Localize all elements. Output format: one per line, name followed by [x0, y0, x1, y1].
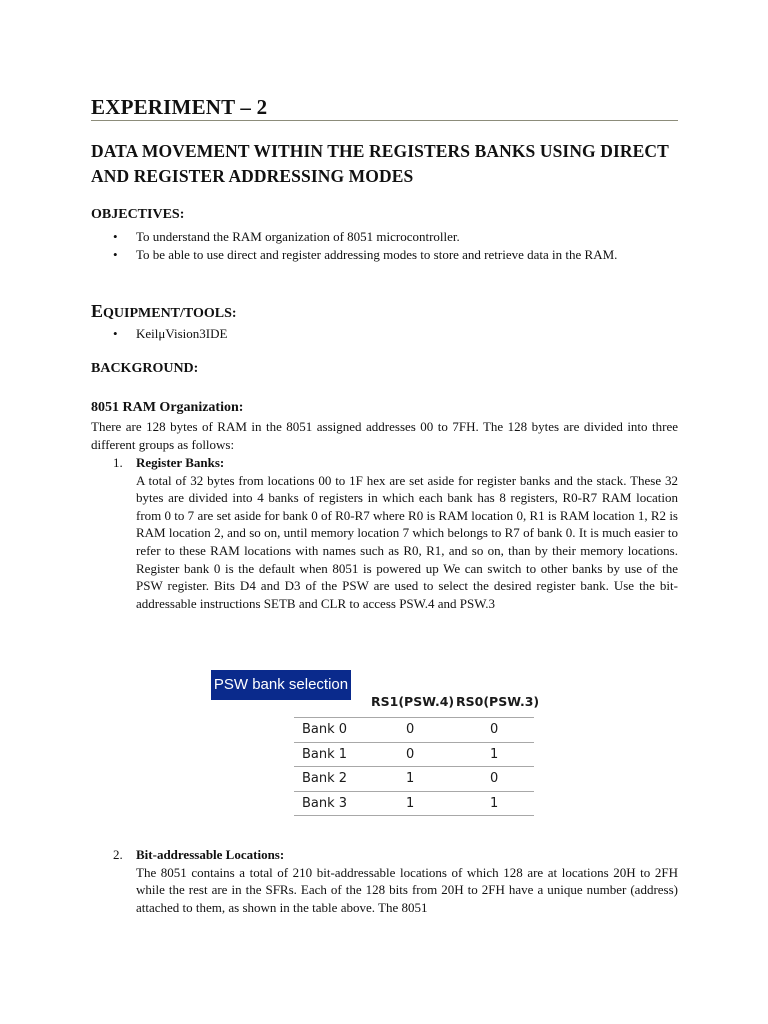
psw-table-title: PSW bank selection: [211, 670, 351, 700]
ram-org-title: 8051 RAM Organization:: [91, 400, 244, 415]
list-item-register-banks: 1. Register Banks: A total of 32 bytes from locations 00 to 1F hex are set aside for register banks and the stack. These 32 bytes are divided into 4 banks of registers in which each bank has 8 registers, R0-R7 RAM location from 0 to 7 are set aside for bank 0 of R0-R7 where R0 is RAM location 0, R1 is RAM location 1, R2 is RAM location 2, and so on, until memory location 7 which belongs to R7 of bank 0. It is much easier to refer to these RAM locations with names such as R0, R1, and so on, than by their memory locations. Register bank 0 is the default when 8051 is powered up We can switch to other banks by use of the PSW register. Bits D4 and D3 of the PSW are used to select the desired register bank. Use the bit-addressable instructions SETB and CLR to access PSW.4 and PSW.3: [113, 455, 678, 611]
bullet-icon: •: [113, 247, 118, 262]
table-row: Bank 2 1 0: [294, 766, 534, 791]
bullet-icon: •: [113, 326, 118, 341]
table-row: Bank 1 0 1: [294, 742, 534, 767]
ram-org-intro: There are 128 bytes of RAM in the 8051 assigned addresses 00 to 7FH. The 128 bytes are divided into three different groups as follows:: [91, 419, 678, 452]
title-rule: [91, 120, 678, 121]
psw-bank-selection-table: [211, 670, 540, 818]
list-item-bit-addressable: 2. Bit-addressable Locations: The 8051 contains a total of 210 bit-addressable locations of which 128 are at locations 20H to 2FH while the rest are in the SFRs. Each of the 128 bits from 20H to 2FH have a unique number (address) attached to them, as shown in the table above. The 8051: [113, 847, 678, 915]
main-heading: DATA MOVEMENT WITHIN THE REGISTERS BANKS USING DIRECT AND REGISTER ADDRESSING MODES: [91, 141, 669, 186]
equipment-item: • KeilμVision3IDE: [113, 326, 228, 341]
objective-item: • To be able to use direct and register addressing modes to store and retrieve data in the RAM.: [113, 247, 618, 262]
column-header-rs0: RS0(PSW.3): [456, 694, 540, 709]
bullet-icon: •: [113, 229, 118, 244]
table-row: Bank 3 1 1: [294, 791, 534, 816]
equipment-title: EQUIPMENT/TOOLS:: [91, 301, 237, 321]
table-row: Bank 0 0 0: [294, 717, 534, 742]
objectives-title: OBJECTIVES:: [91, 207, 185, 222]
table-bottom-rule: [294, 815, 534, 816]
background-title: BACKGROUND:: [91, 361, 199, 376]
experiment-title: EXPERIMENT – 2: [91, 95, 268, 119]
objective-item: • To understand the RAM organization of 8051 microcontroller.: [113, 229, 460, 244]
column-header-rs1: RS1(PSW.4): [371, 694, 455, 709]
